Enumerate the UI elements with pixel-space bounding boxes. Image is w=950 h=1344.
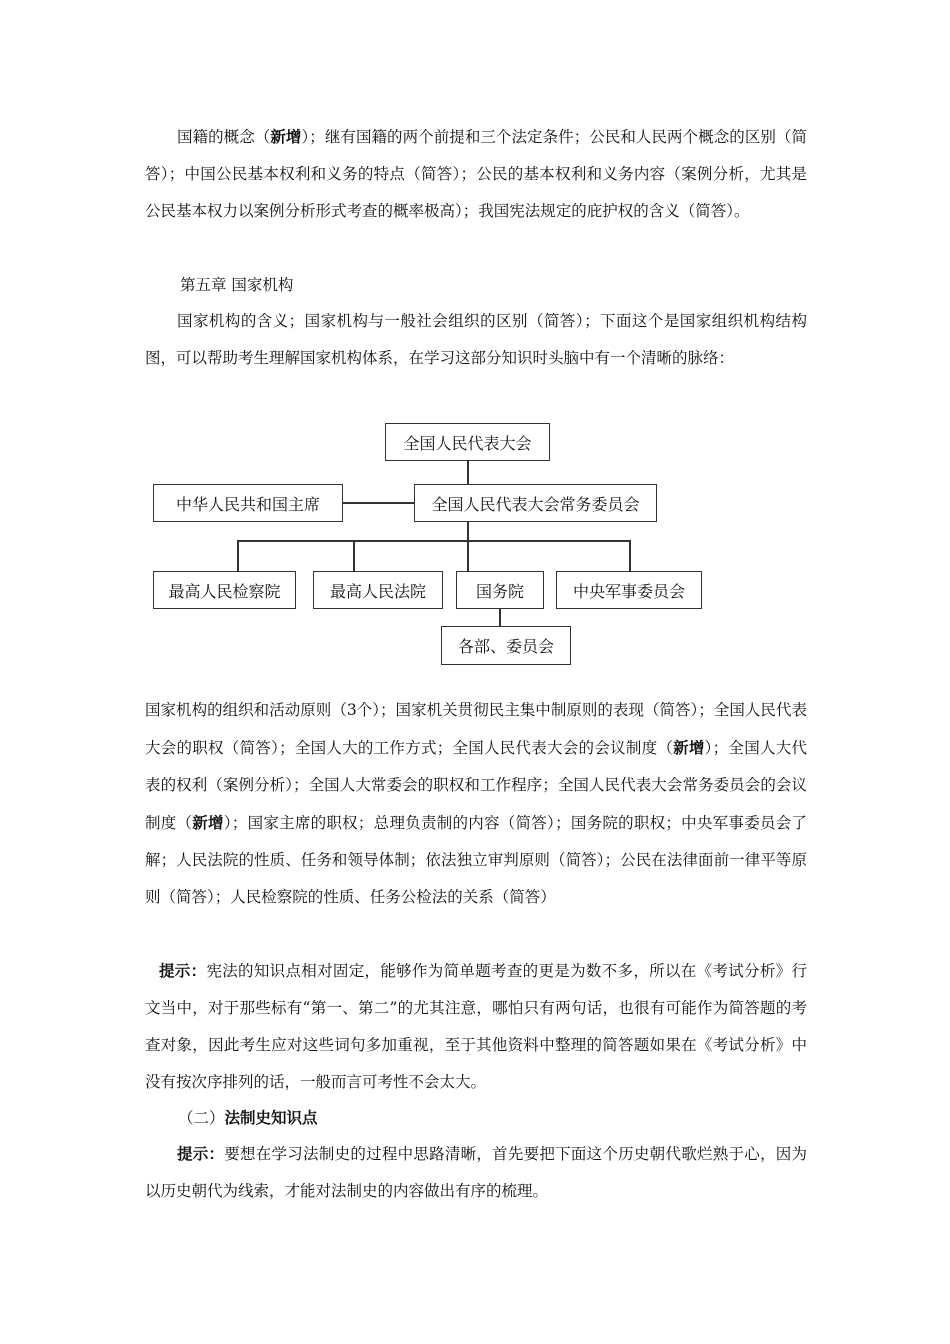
paragraph-tip-history: 提示：要想在学习法制史的过程中思路清晰，首先要把下面这个历史朝代歌烂熟于心，因为以历史朝代为线索，才能对法制史的内容做出有序的梳理。 bbox=[145, 1144, 807, 1200]
new-tag: 新增 bbox=[192, 813, 224, 832]
box-standing-committee: 全国人民代表大会常务委员会 bbox=[414, 484, 657, 522]
connector-standing-bus bbox=[467, 521, 469, 541]
connector-bus-court bbox=[353, 540, 355, 572]
connector-bus-procuratorate bbox=[237, 540, 239, 572]
paragraph-nationality: 国籍的概念（新增）；继有国籍的两个前提和三个法定条件；公民和人民两个概念的区别（简答）；中国公民基本权利和义务的特点（简答）；公民的基本权利和义务内容（案例分析，尤其是公民基本权力以案例分析形式考查的概率极高）；我国宪法规定的庇护权的含义（简答）。 bbox=[145, 127, 807, 220]
paragraph-state-organs: 国家机构的含义；国家机构与一般社会组织的区别（简答）；下面这个是国家组织机构结构图，可以帮助考生理解国家机构体系，在学习这部分知识时头脑中有一个清晰的脉络： bbox=[145, 312, 807, 367]
box-president: 中华人民共和国主席 bbox=[153, 484, 343, 522]
connector-president-standing bbox=[342, 502, 414, 504]
box-procuratorate: 最高人民检察院 bbox=[153, 571, 296, 609]
paragraph-tip-constitution: 提示：宪法的知识点相对固定，能够作为简单题考查的更是为数不多，所以在《考试分析》行文当中，对于那些标有“第一、第二”的尤其注意，哪怕只有两句话，也很有可能作为简答题的考查对象，因此考生应对这些词句多加重视，至于其他资料中整理的简答题如果在《考试分析》中没有按次序排列的话，一般而言可考性不会太大。 bbox=[145, 961, 807, 1091]
chapter-title: 第五章 国家机构 bbox=[180, 276, 294, 294]
connector-bus bbox=[237, 540, 630, 542]
connector-bus-state-council bbox=[467, 540, 469, 572]
new-tag: 新增 bbox=[270, 127, 302, 146]
box-state-council: 国务院 bbox=[456, 571, 544, 609]
tip-label: 提示： bbox=[159, 961, 207, 980]
box-military-commission: 中央军事委员会 bbox=[556, 571, 702, 609]
new-tag: 新增 bbox=[673, 738, 705, 757]
paragraph-principles: 国家机构的组织和活动原则（3个）；国家机关贯彻民主集中制原则的表现（简答）；全国人民代表大会的职权（简答）；全国人大的工作方式；全国人民代表大会的会议制度（新增）；全国人大代表的权利（案例分析）；全国人大常委会的职权和工作程序；全国人民代表大会常务委员会的会议制度（新增）；国家主席的职权；总理负责制的内容（简答）；国务院的职权；中央军事委员会了解；人民法院的性质、任务和领导体制；依法独立审判原则（简答）；公民在法律面前一律平等原则（简答）；人民检察院的性质、任务公检法的关系（简答） bbox=[145, 701, 807, 906]
box-ministries: 各部、委员会 bbox=[441, 626, 571, 665]
tip-label: 提示： bbox=[177, 1144, 225, 1163]
connector-npc-standing bbox=[467, 460, 469, 484]
connector-state-council-ministries bbox=[499, 609, 501, 627]
connector-bus-military bbox=[629, 540, 631, 572]
box-court: 最高人民法院 bbox=[313, 571, 443, 609]
box-npc: 全国人民代表大会 bbox=[385, 423, 550, 461]
section-heading-legal-history: （二）法制史知识点 bbox=[178, 1108, 318, 1127]
